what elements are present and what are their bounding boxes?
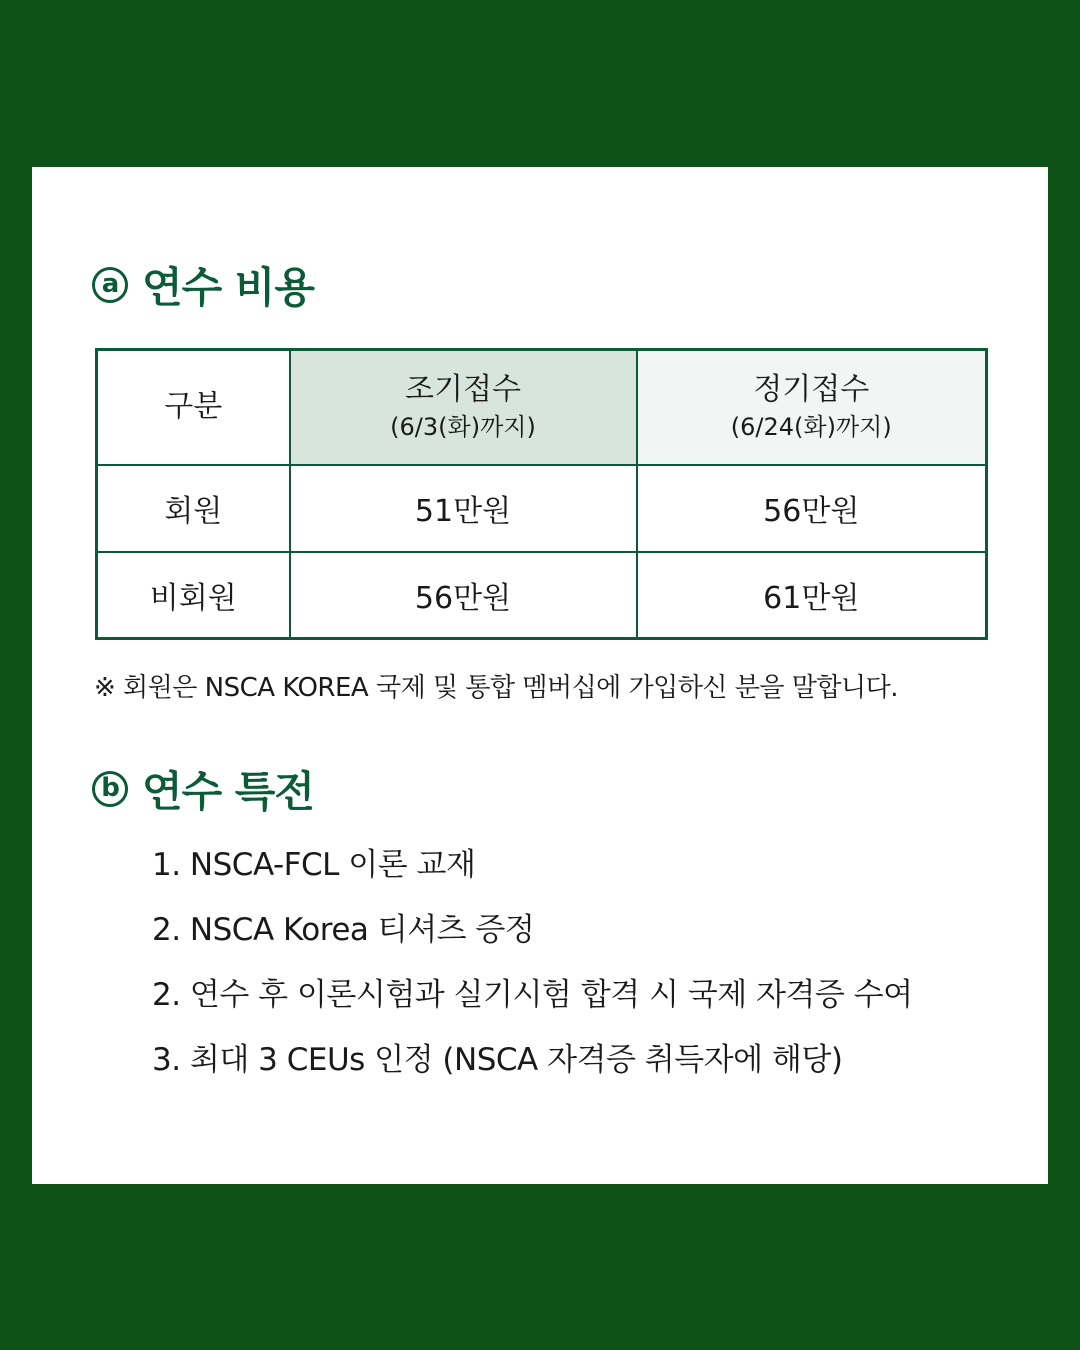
- header-early-registration: 조기접수 (6/3(화)까지): [290, 350, 637, 465]
- list-item: 2. 연수 후 이론시험과 실기시험 합격 시 국제 자격증 수여: [152, 977, 913, 1013]
- list-item: 3. 최대 3 CEUs 인정 (NSCA 자격증 취득자에 해당): [152, 1042, 843, 1078]
- content-card: [32, 167, 1048, 1184]
- header-category: 구분: [97, 350, 290, 465]
- section-marker-b: b: [92, 771, 128, 807]
- section-title-benefits: [92, 759, 314, 819]
- list-item: 1. NSCA-FCL 이론 교재: [152, 847, 476, 883]
- cell-member-regular: 56만원: [637, 465, 987, 552]
- cell-member-early: 51만원: [290, 465, 637, 552]
- cell-nonmember-regular: 61만원: [637, 552, 987, 639]
- row-label-member: 회원: [97, 465, 290, 552]
- table-row: [97, 552, 987, 639]
- section-title-cost: [92, 255, 314, 315]
- benefits-list: [152, 847, 913, 1107]
- cell-nonmember-early: 56만원: [290, 552, 637, 639]
- row-label-nonmember: 비회원: [97, 552, 290, 639]
- section-title-text: 연수 특전: [142, 767, 314, 816]
- membership-note: ※ 회원은 NSCA KOREA 국제 및 통합 멤버십에 가입하신 분을 말합니다.: [94, 673, 899, 703]
- table-row: [97, 465, 987, 552]
- list-item: 2. NSCA Korea 티셔츠 증정: [152, 912, 535, 948]
- header-regular-registration: 정기접수 (6/24(화)까지): [637, 350, 987, 465]
- section-marker-a: a: [92, 267, 128, 303]
- table-header-row: [97, 350, 987, 465]
- section-title-text: 연수 비용: [142, 263, 314, 312]
- fee-table: [95, 348, 988, 640]
